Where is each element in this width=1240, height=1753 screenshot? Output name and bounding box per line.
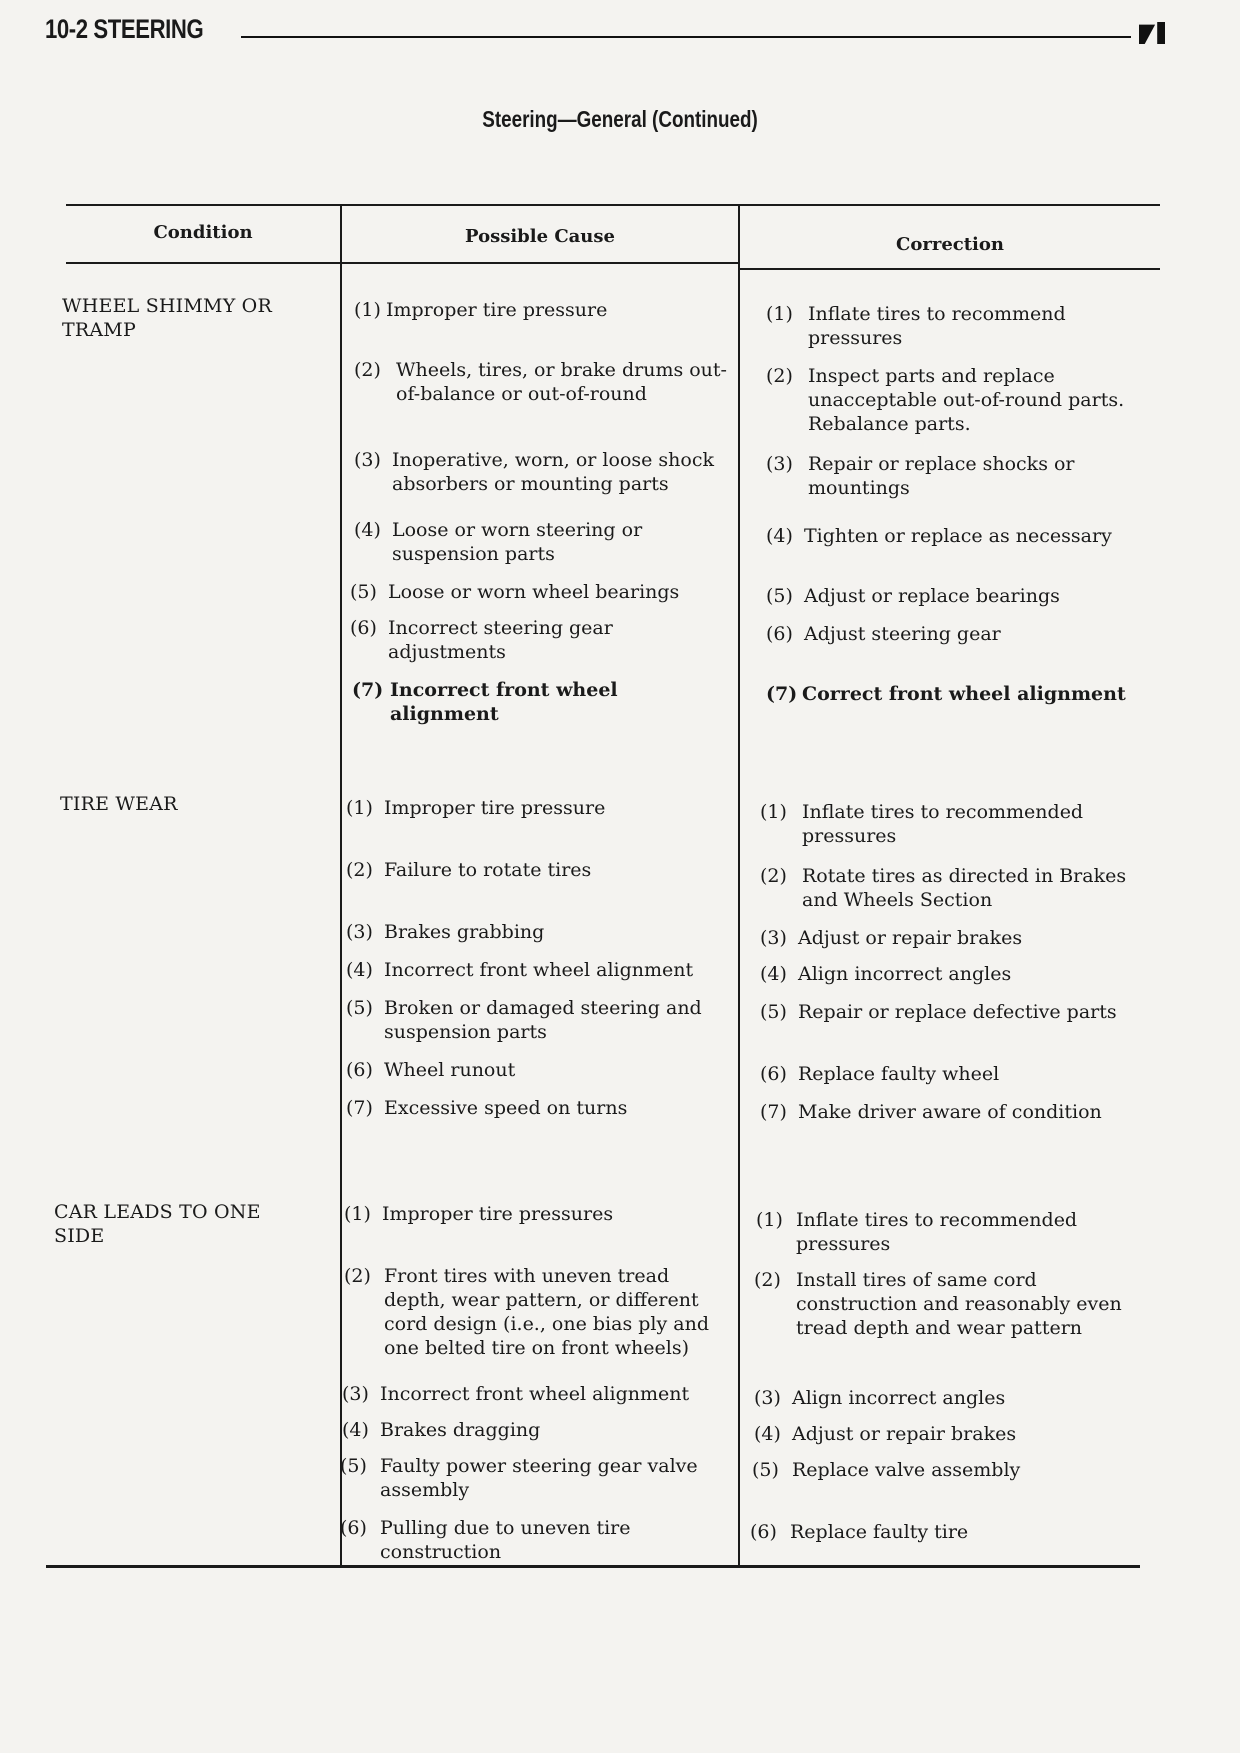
correction-text: Install tires of same cord construction and reasonably even tread depth and wear pattern [796, 1269, 1122, 1339]
cause-text: Wheels, tires, or brake drums out-of-balance or out-of-round [396, 359, 727, 405]
condition-car-leads: CAR LEADS TO ONE SIDE [54, 1201, 261, 1247]
correction-text: Inspect parts and replace unacceptable out-of-round parts. Rebalance parts. [808, 365, 1125, 435]
cause-text: Brakes dragging [380, 1419, 541, 1441]
correction-number: (6) [766, 623, 793, 645]
correction-number: (1) [760, 801, 787, 823]
cause-text: Improper tire pressure [384, 797, 606, 819]
cause-text: Inoperative, worn, or loose shock absorbers or mounting parts [392, 449, 714, 495]
table-head-rule-right [740, 268, 1160, 270]
cause-number: (5) [340, 1455, 367, 1477]
cause-number: (5) [350, 581, 377, 603]
cause-number: (3) [354, 449, 381, 471]
cause-text: Pulling due to uneven tire construction [380, 1517, 631, 1563]
cause-number: (2) [354, 359, 381, 381]
correction-text: Align incorrect angles [792, 1387, 1006, 1409]
cause-number: (2) [344, 1265, 371, 1287]
correction-number: (7) [760, 1101, 787, 1123]
cause-text: Incorrect front wheel alignment [380, 1383, 690, 1405]
correction-number: (5) [752, 1459, 779, 1481]
column-header-condition: Condition [153, 222, 253, 243]
correction-text: Make driver aware of condition [798, 1101, 1102, 1123]
cause-number: (2) [346, 859, 373, 881]
correction-text: Repair or replace shocks or mountings [808, 453, 1075, 499]
correction-number: (5) [766, 585, 793, 607]
correction-text: Correct front wheel alignment [802, 683, 1126, 705]
correction-number: (3) [760, 927, 787, 949]
correction-number: (6) [750, 1521, 777, 1543]
cause-number: (7) [352, 679, 384, 701]
correction-text: Replace faulty tire [790, 1521, 969, 1543]
section-title-text: Steering—General (Continued) [482, 106, 758, 132]
cause-number: (5) [346, 997, 373, 1019]
correction-number: (4) [754, 1423, 781, 1445]
correction-text: Replace valve assembly [792, 1459, 1021, 1481]
table-top-rule [66, 204, 1160, 206]
cause-number: (4) [342, 1419, 369, 1441]
column-header-correction: Correction [896, 234, 1004, 255]
cause-text: Incorrect steering gear adjustments [388, 617, 613, 663]
cause-text: Incorrect front wheel alignment [390, 679, 618, 725]
cause-number: (3) [346, 921, 373, 943]
correction-number: (2) [754, 1269, 781, 1291]
correction-number: (1) [756, 1209, 783, 1231]
condition-wheel-shimmy: WHEEL SHIMMY OR TRAMP [62, 295, 272, 341]
correction-number: (2) [766, 365, 793, 387]
correction-text: Tighten or replace as necessary [804, 525, 1112, 547]
cause-text: Front tires with uneven tread depth, wear pattern, or different cord design (i.e., one bias ply and one belted tire on front wheels) [384, 1265, 709, 1359]
cause-text: Incorrect front wheel alignment [384, 959, 694, 981]
cause-number: (6) [350, 617, 377, 639]
cause-number: (1) [354, 299, 381, 321]
cause-number: (6) [340, 1517, 367, 1539]
cause-number: (4) [354, 519, 381, 541]
cause-text: Wheel runout [384, 1059, 516, 1081]
correction-number: (5) [760, 1001, 787, 1023]
page-header-title: 10-2 STEERING [45, 14, 204, 44]
correction-text: Replace faulty wheel [798, 1063, 1000, 1085]
cause-text: Faulty power steering gear valve assembly [380, 1455, 698, 1501]
correction-text: Inflate tires to recommended pressures [802, 801, 1084, 847]
column-divider-1 [340, 204, 342, 1566]
correction-text: Adjust or repair brakes [792, 1423, 1017, 1445]
cause-number: (1) [346, 797, 373, 819]
cause-text: Loose or worn steering or suspension parts [392, 519, 643, 565]
condition-tire-wear: TIRE WEAR [60, 793, 178, 815]
cause-text: Improper tire pressures [382, 1203, 614, 1225]
correction-text: Align incorrect angles [798, 963, 1012, 985]
cause-text: Excessive speed on turns [384, 1097, 628, 1119]
correction-number: (2) [760, 865, 787, 887]
correction-text: Repair or replace defective parts [798, 1001, 1117, 1023]
correction-number: (7) [766, 683, 798, 705]
correction-text: Inflate tires to recommended pressures [796, 1209, 1078, 1255]
correction-text: Adjust steering gear [804, 623, 1001, 645]
cause-number: (7) [346, 1097, 373, 1119]
cause-number: (3) [342, 1383, 369, 1405]
correction-text: Inflate tires to recommend pressures [808, 303, 1066, 349]
column-divider-2 [738, 204, 740, 1566]
correction-number: (3) [766, 453, 793, 475]
cause-text: Improper tire pressure [386, 299, 608, 321]
cause-text: Failure to rotate tires [384, 859, 592, 881]
correction-number: (4) [766, 525, 793, 547]
column-header-cause: Possible Cause [465, 226, 615, 247]
table-bottom-rule [46, 1565, 1140, 1568]
cause-number: (6) [346, 1059, 373, 1081]
table-head-rule-left [66, 262, 740, 264]
correction-text: Adjust or replace bearings [804, 585, 1060, 607]
cause-text: Brakes grabbing [384, 921, 545, 943]
correction-number: (3) [754, 1387, 781, 1409]
cause-text: Loose or worn wheel bearings [388, 581, 680, 603]
correction-number: (4) [760, 963, 787, 985]
cause-number: (1) [344, 1203, 371, 1225]
cause-number: (4) [346, 959, 373, 981]
correction-text: Rotate tires as directed in Brakes and Wheels Section [802, 865, 1127, 911]
correction-number: (1) [766, 303, 793, 325]
correction-text: Adjust or repair brakes [798, 927, 1023, 949]
correction-number: (6) [760, 1063, 787, 1085]
cause-text: Broken or damaged steering and suspension parts [384, 997, 702, 1043]
